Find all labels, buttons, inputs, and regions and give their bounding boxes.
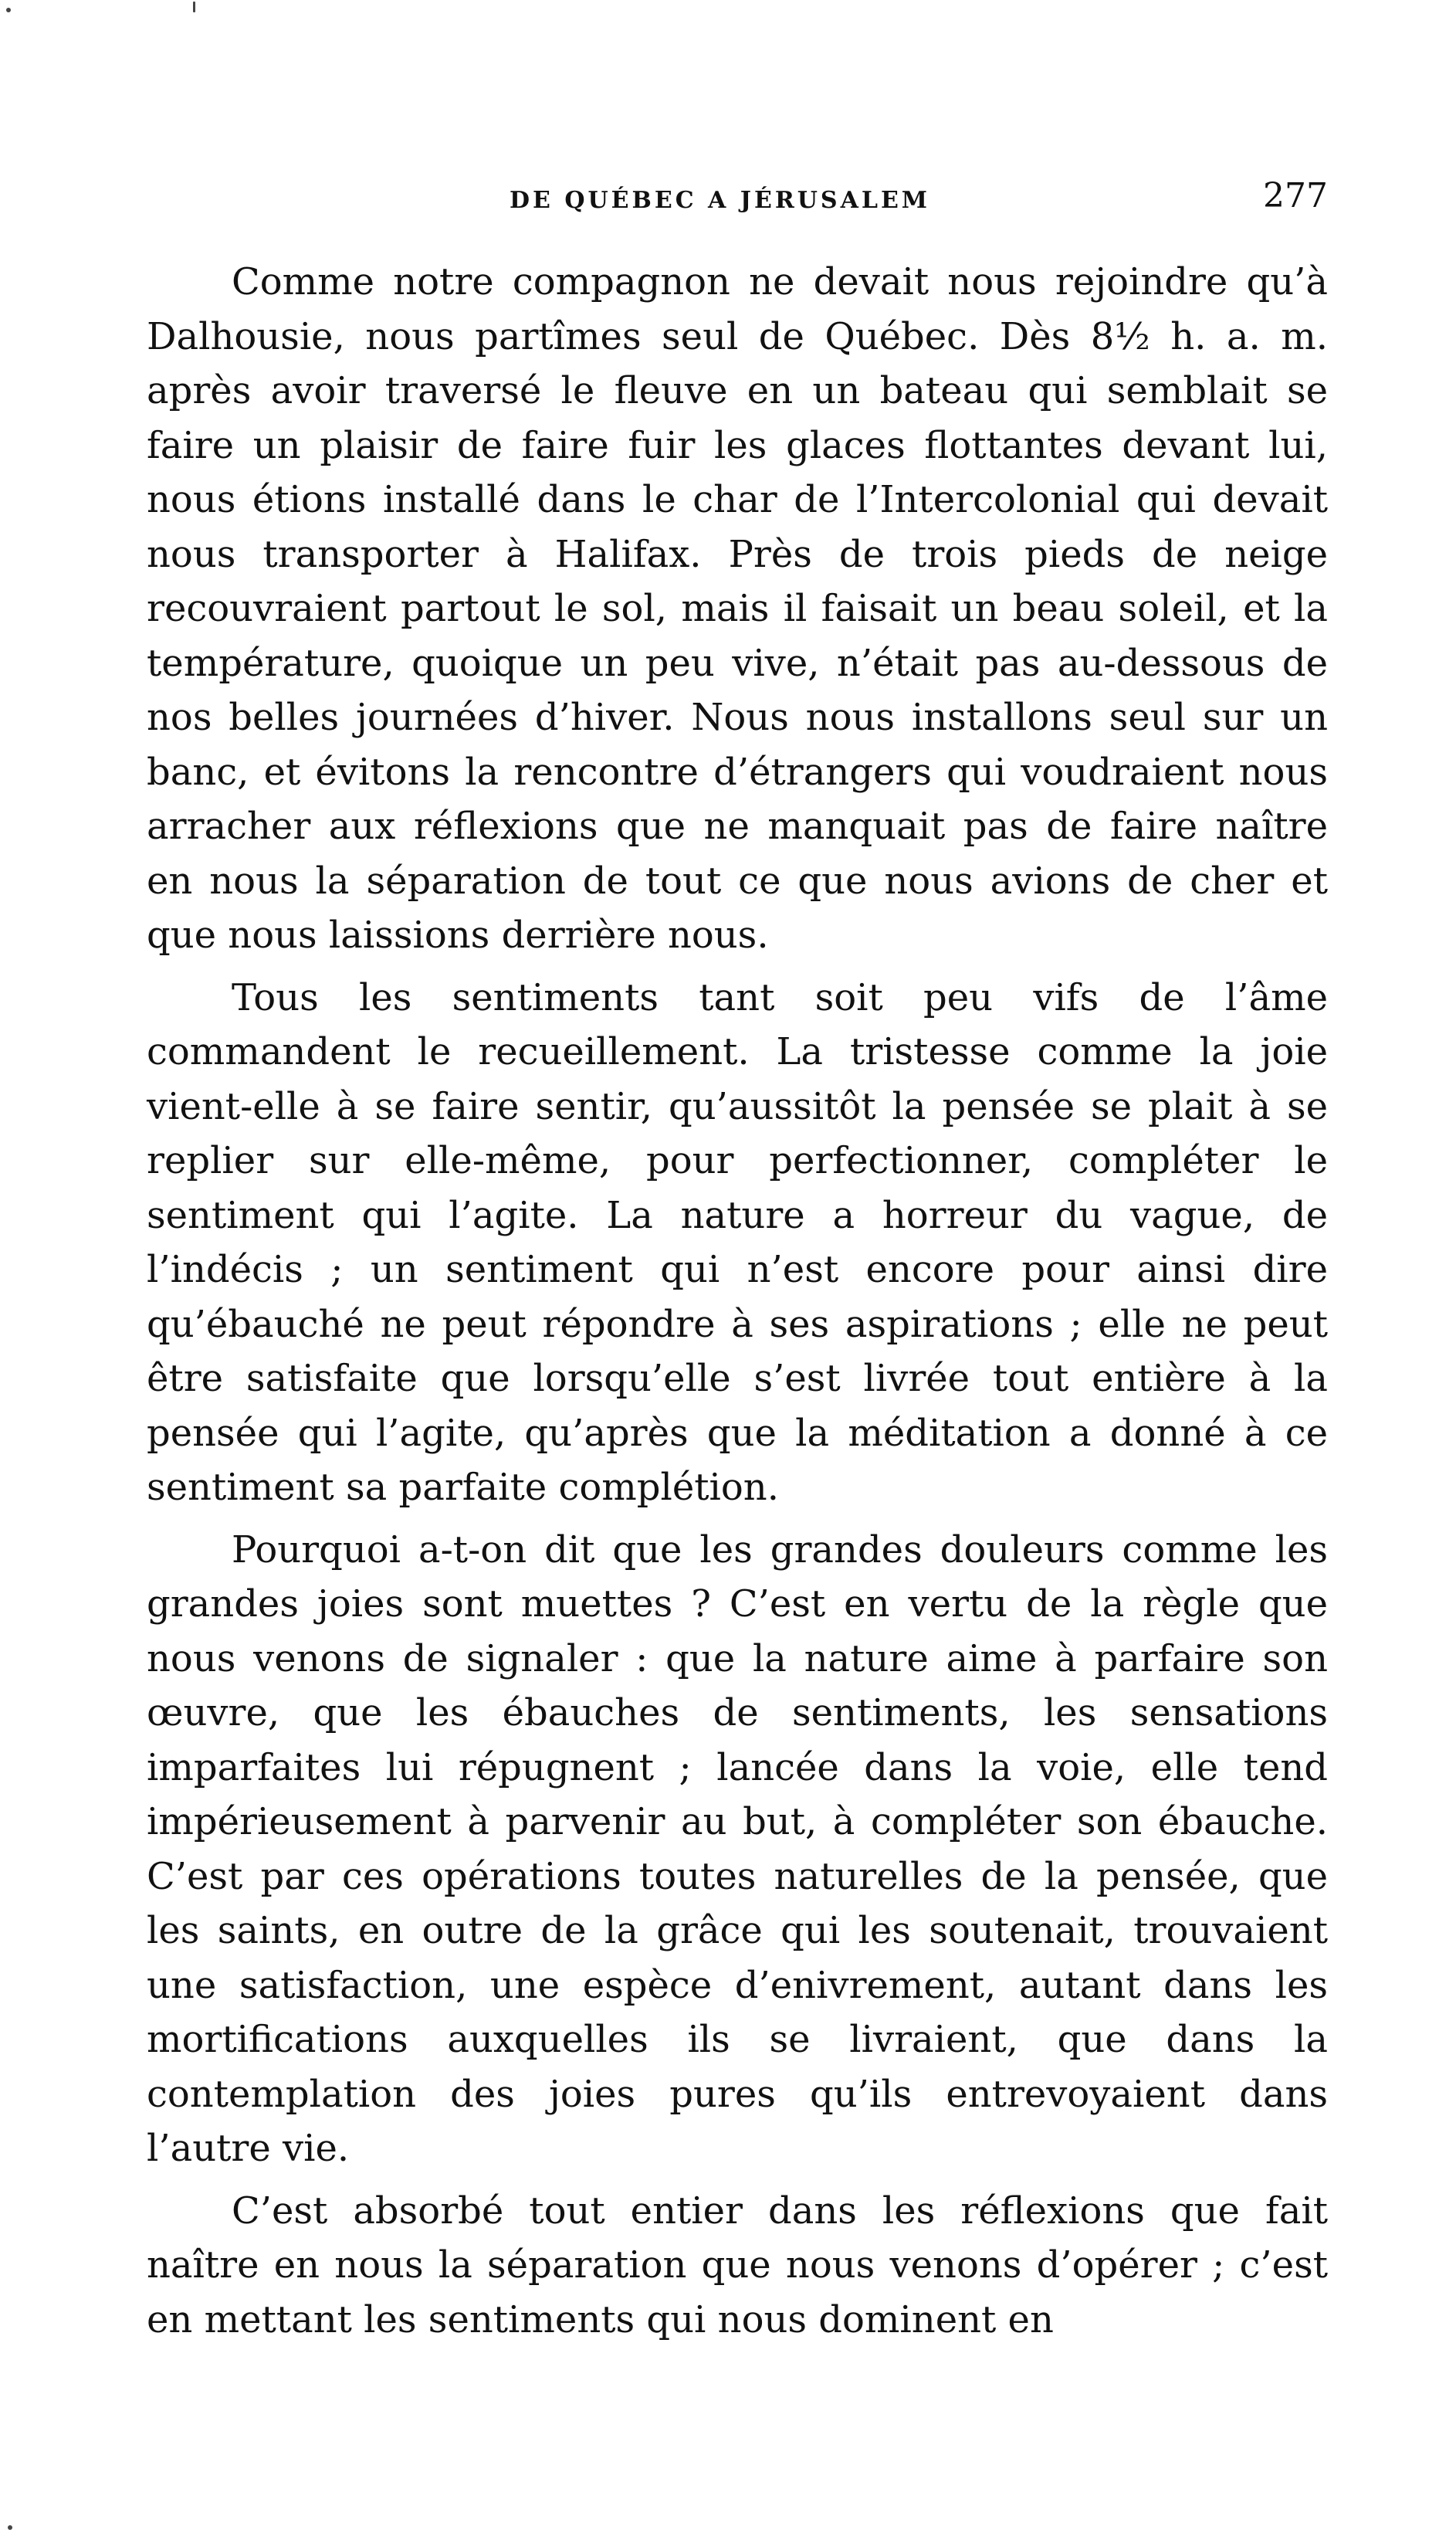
paragraph: Pourquoi a-t-on dit que les grandes douleurs comme les grandes joies sont muettes ? C’est en vertu de la règle que nous venons de signaler : que la nature aime à parfaire son œuvre, que les ébauches de sentiments, les sensations imparfaites lui répugnent ; lancée dans la voie, elle tend impérieusement à parvenir au but, à compléter son ébauche. C’est par ces opérations toutes naturelles de la pensée, que les saints, en outre de la grâce qui les soutenait, trouvaient une satisfaction, une espèce d’enivrement, autant dans les mortifications auxquelles ils se livraient, que dans la contemplation des joies pures qu’ils entrevoyaient dans l’autre vie. bbox=[147, 1527, 1328, 2170]
paper-speck bbox=[8, 2525, 12, 2530]
page-number: 277 bbox=[1263, 176, 1328, 215]
page-header bbox=[147, 176, 1328, 230]
paper-speck bbox=[6, 8, 11, 12]
running-head: DE QUÉBEC A JÉRUSALEM bbox=[510, 187, 931, 214]
paragraph: Comme notre compagnon ne devait nous rejoindre qu’à Dalhousie, nous partîmes seul de Québec. Dès 8½ h. a. m. après avoir traversé le fleuve en un bateau qui semblait se faire un plaisir de faire fuir les glaces flottantes devant lui, nous étions installé dans le char de l’Intercolonial qui devait nous transporter à Halifax. Près de trois pieds de neige recouvraient partout le sol, mais il faisait un beau soleil, et la température, quoique un peu vive, n’était pas au-dessous de nos belles journées d’hiver. Nous nous installons seul sur un banc, et évitons la rencontre d’étrangers qui voudraient nous arracher aux réflexions que ne manquait pas de faire naître en nous la séparation de tout ce que nous avions de cher et que nous laissions derrière nous. bbox=[147, 260, 1328, 957]
body-text bbox=[147, 255, 1328, 2347]
paragraph: C’est absorbé tout entier dans les réflexions que fait naître en nous la séparation que nous venons d’opérer ; c’est en mettant les sentiments qui nous dominent en bbox=[147, 2189, 1328, 2341]
paper-speck bbox=[193, 2, 195, 12]
paragraph: Tous les sentiments tant soit peu vifs de l’âme commandent le recueillement. La tristesse comme la joie vient-elle à se faire sentir, qu’aussitôt la pensée se plait à se replier sur elle-même, pour perfectionner, compléter le sentiment qui l’agite. La nature a horreur du vague, de l’indécis ; un sentiment qui n’est encore pour ainsi dire qu’ébauché ne peut répondre à ses aspirations ; elle ne peut être satisfaite que lorsqu’elle s’est livrée tout entière à la pensée qui l’agite, qu’après que la méditation a donné à ce sentiment sa parfaite complétion. bbox=[147, 975, 1328, 1509]
